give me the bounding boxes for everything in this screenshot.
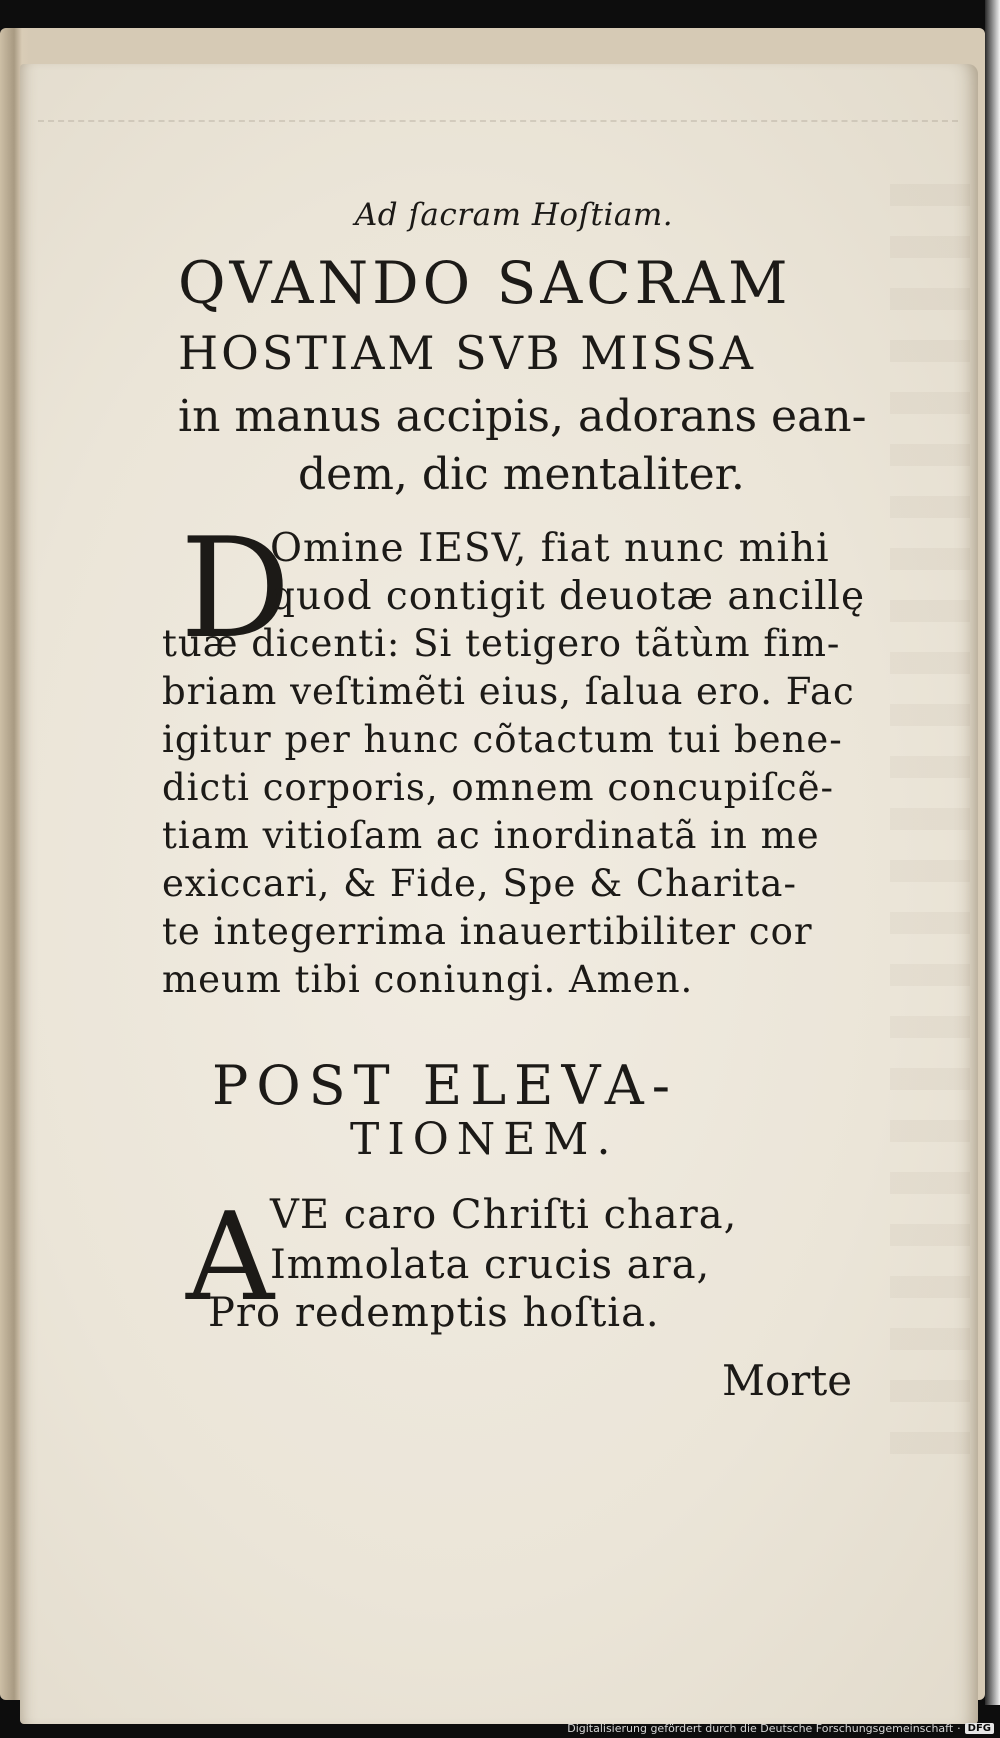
footer-bar [0, 1718, 1000, 1738]
prayer-line-2: quod contigit deuotæ ancillę [270, 574, 866, 619]
hymn-line-2: Immolata crucis ara, [270, 1242, 711, 1288]
hymn-line-1: VE caro Chriſti chara, [270, 1192, 738, 1238]
prayer-line-9: te integerrima inauertibiliter cor [162, 910, 813, 953]
title-line-4: dem, dic mentaliter. [298, 449, 745, 500]
scan-edge [985, 0, 1000, 1705]
prayer-line-3: tuæ dicenti: Si tetigero tãtùm fim- [162, 622, 841, 665]
hymn-dropcap: A [186, 1186, 275, 1328]
prayer-line-5: igitur per hunc cõtactum tui bene- [162, 718, 843, 761]
prayer-line-4: briam veſtimẽti eius, ſalua ero. Fac [162, 670, 855, 713]
book-binding [0, 28, 985, 1700]
footer-credit: Digitalisierung gefördert durch die Deutsche Forschungsgemeinschaft [567, 1721, 954, 1735]
prayer-line-1: Omine IESV, fiat nunc mihi [270, 526, 830, 571]
section-heading-line-1: POST ELEVA- [212, 1054, 679, 1117]
prayer-line-6: dicti corporis, omnem concupiſcẽ- [162, 766, 835, 809]
title-line-1: QVANDO SACRAM [178, 249, 792, 317]
book-page [20, 64, 978, 1724]
prayer-dropcap: D [180, 508, 291, 669]
footer-separator: · [957, 1721, 961, 1735]
show-through [890, 184, 970, 1484]
section-heading-line-2: TIONEM. [350, 1114, 619, 1165]
catchword: Morte [722, 1356, 853, 1405]
dfg-logo: DFG [965, 1723, 994, 1734]
title-line-2: HOSTIAM SVB MISSA [178, 326, 757, 380]
title-line-3: in manus accipis, adorans ean- [178, 391, 867, 442]
running-head: Ad ſacram Hoſtiam. [354, 197, 674, 233]
prayer-line-7: tiam vitioſam ac inordinatã in me [162, 814, 820, 857]
prayer-line-10: meum tibi coniungi. Amen. [162, 958, 694, 1001]
hymn-line-3: Pro redemptis hoſtia. [208, 1290, 660, 1336]
fold-line [38, 120, 958, 122]
prayer-line-8: exiccari, & Fide, Spe & Charita- [162, 862, 797, 905]
